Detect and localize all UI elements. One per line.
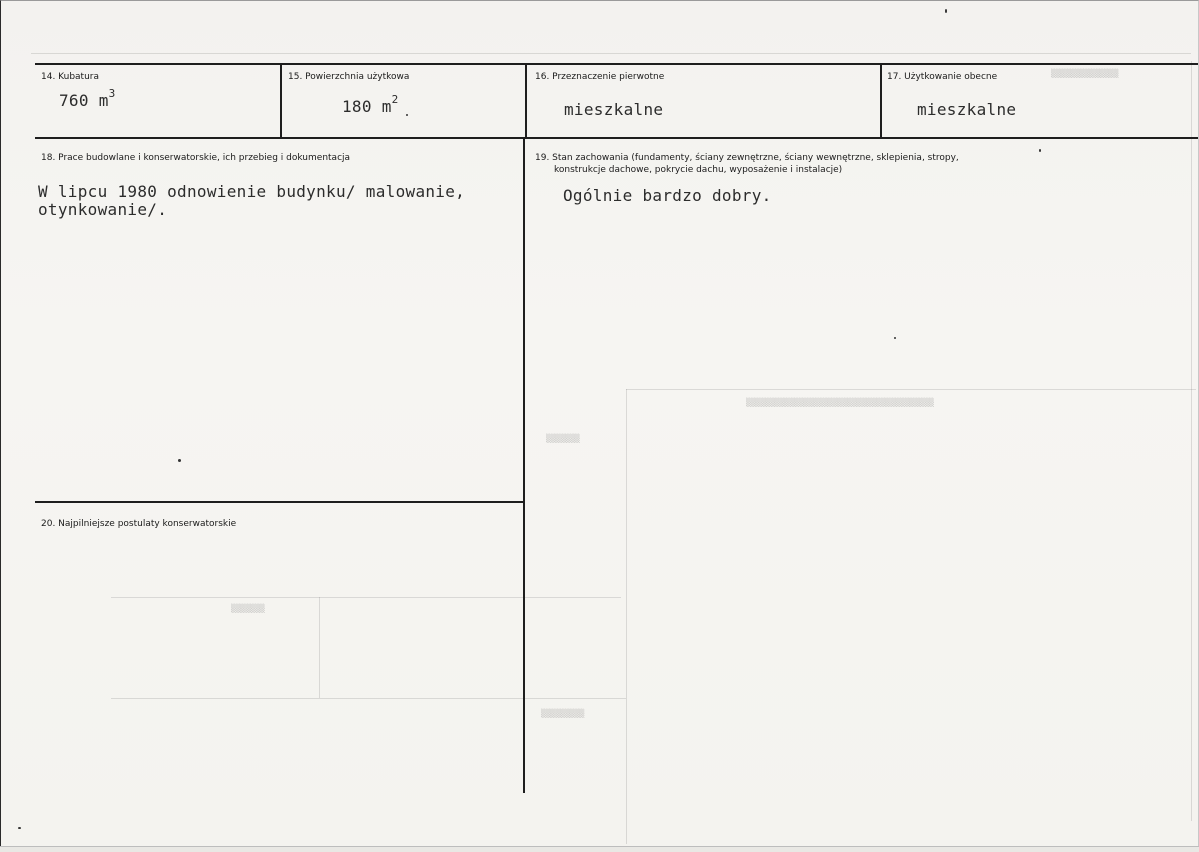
field-17-label: 17. Użytkowanie obecne [887,72,998,82]
form-row-divider [35,501,523,503]
form-column-divider [525,64,527,138]
paper-speck [178,459,181,462]
paper-speck [894,337,896,339]
field-19-label-line: konstrukcje dachowe, pokrycie dachu, wyposażenie i instalacje) [554,165,843,175]
bleed-through-line [626,389,627,844]
bleed-through-line [111,597,621,598]
bleed-through-text: ▒▒▒▒▒▒▒▒▒ [541,709,585,718]
paper-speck [1039,149,1041,152]
form-column-divider [880,64,882,138]
paper-speck [18,827,21,829]
field-15-value [342,93,399,116]
bleed-through-line [626,389,1196,390]
bleed-through-line [111,698,626,699]
paper-speck [945,9,947,13]
field-15-exponent: 2 [391,93,399,106]
form-row-divider [35,137,1198,139]
field-14-value [59,87,116,110]
bleed-through-text: ▒▒▒▒▒▒▒ [231,604,265,613]
field-15-label: 15. Powierzchnia użytkowa [288,72,410,82]
field-14-value-text: 760 m [59,91,109,110]
bleed-through-line [31,53,1191,54]
bleed-through-text: ▒▒▒▒▒▒▒ [546,434,580,443]
field-17-value: mieszkalne [917,100,1017,119]
bleed-through-text: ▒▒▒▒▒▒▒▒▒▒▒▒▒▒▒▒▒▒▒▒▒▒▒▒▒▒▒▒▒▒▒▒▒▒▒▒▒▒▒ [746,398,934,407]
bleed-through-line [1191,61,1192,821]
form-top-rule [35,63,1198,65]
form-column-divider [523,138,525,793]
field-19-value: Ogólnie bardzo dobry. [563,186,772,205]
field-20-label: 20. Najpilniejsze postulaty konserwatorskie [41,519,237,529]
field-18-label: 18. Prace budowlane i konserwatorskie, ich przebieg i dokumentacja [41,153,351,163]
bleed-through-line [319,597,320,698]
scan-bottom-edge [0,846,1199,852]
field-14-exponent: 3 [108,87,116,100]
paper-speck [406,114,408,116]
form-column-divider [280,64,282,138]
field-14-label: 14. Kubatura [41,72,100,82]
field-18-value-line: W lipcu 1980 odnowienie budynku/ malowanie, [38,182,466,201]
field-15-value-text: 180 m [342,97,392,116]
field-16-value: mieszkalne [564,100,664,119]
field-19-label-line: 19. Stan zachowania (fundamenty, ściany zewnętrzne, ściany wewnętrzne, sklepienia, stropy, [535,153,959,163]
field-18-value-line: otynkowanie/. [38,200,168,219]
bleed-through-text: ▒▒▒▒▒▒▒▒▒▒▒▒▒▒ [1051,69,1119,78]
field-16-label: 16. Przeznaczenie pierwotne [535,72,665,82]
